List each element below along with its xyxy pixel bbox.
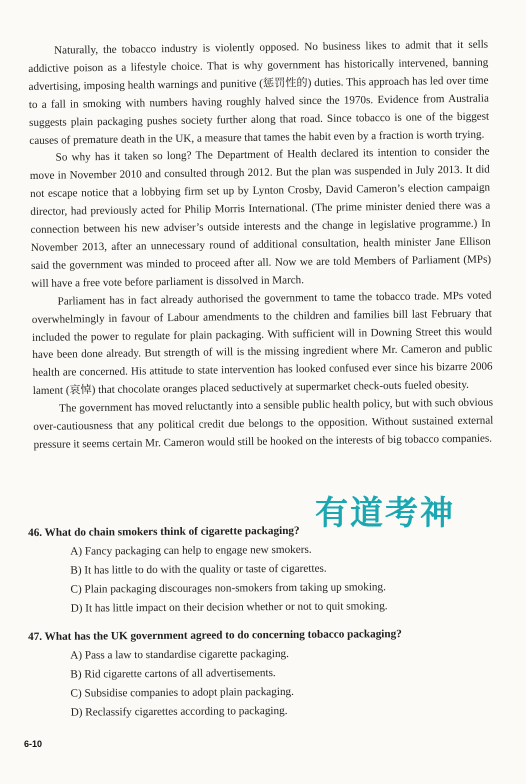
- answer-option-a: A) Pass a law to standardise cigarette packaging.: [70, 647, 289, 662]
- answer-option-b: B) Rid cigarette cartons of all advertisements.: [70, 667, 276, 681]
- answer-option-b: B) It has little to do with the quality or taste of cigarettes.: [70, 562, 327, 577]
- answer-option-a: A) Fancy packaging can help to engage new smokers.: [70, 543, 312, 558]
- answer-option-c: C) Subsidise companies to adopt plain packaging.: [70, 685, 294, 700]
- watermark-text: 有道考神: [315, 493, 455, 532]
- passage-paragraph-4: The government has moved reluctantly into a sensible public health policy, but with such obvious over-cautiousness that any political credit due belongs to the opposition. Without sustained external pressure it seems certain Mr. Cameron would still be hooked on the interests of big tobacco companies.: [33, 396, 494, 451]
- passage-paragraph-1: Naturally, the tobacco industry is violently opposed. No business likes to admit that it sells addictive poison as a lifestyle choice. That is why government has historically intervened, banning advertising, imposing health warnings and punitive (惩罚性的) duties. This approach has led over time to a fall in smoking with numbers having roughly halved since the 1970s. Evidence from Australia suggests plain packaging pushes society further along that road. Since tobacco is one of the biggest causes of premature death in the UK, a measure that tames the habit even by a fraction is worth trying.: [28, 38, 490, 147]
- passage-paragraph-3: Parliament has in fact already authorised the government to tame the tobacco trade. MPs voted overwhelmingly in favour of Labour amendments to the children and families bill last February that included the power to regulate for plain packaging. With sufficient will in Downing Street this would have been done already. But strength of will is the missing ingredient where Mr. Cameron and public health are concerned. His attitude to state intervention has looked confused ever since his bizarre 2006 lament (哀悼) that chocolate oranges placed seductively at supermarket check-outs fueled obesity.: [31, 289, 493, 398]
- answer-option-d: D) Reclassify cigarettes according to packaging.: [70, 704, 288, 719]
- question-stem: 46. What do chain smokers think of cigarette packaging?: [28, 524, 300, 539]
- question-47: [28, 624, 499, 723]
- passage-paragraph-2: So why has it taken so long? The Department of Health declared its intention to consider the move in November 2010 and consulted through 2012. But the plan was suspended in July 2013. It did not escape notice that a lobbying firm set up by Lynton Crosby, David Cameron’s election campaign director, had previously acted for Philip Morris International. (The prime minister denied there was a connection between his new adviser’s outside interests and the change in legislative programme.) In November 2013, after an unnecessary round of additional consultation, health minister Jane Ellison said the government was minded to proceed after all. Now we are told Members of Parliament (MPs) will have a free vote before parliament is dissolved in March.: [29, 146, 492, 290]
- answer-option-c: C) Plain packaging discourages non-smokers from taking up smoking.: [70, 581, 386, 596]
- reading-passage: [28, 37, 494, 455]
- question-stem: 47. What has the UK government agreed to do concerning tobacco packaging?: [28, 628, 402, 643]
- page-number: 6-10: [24, 739, 43, 749]
- answer-option-d: D) It has little impact on their decision whether or not to quit smoking.: [70, 600, 388, 615]
- question-46: [28, 520, 499, 619]
